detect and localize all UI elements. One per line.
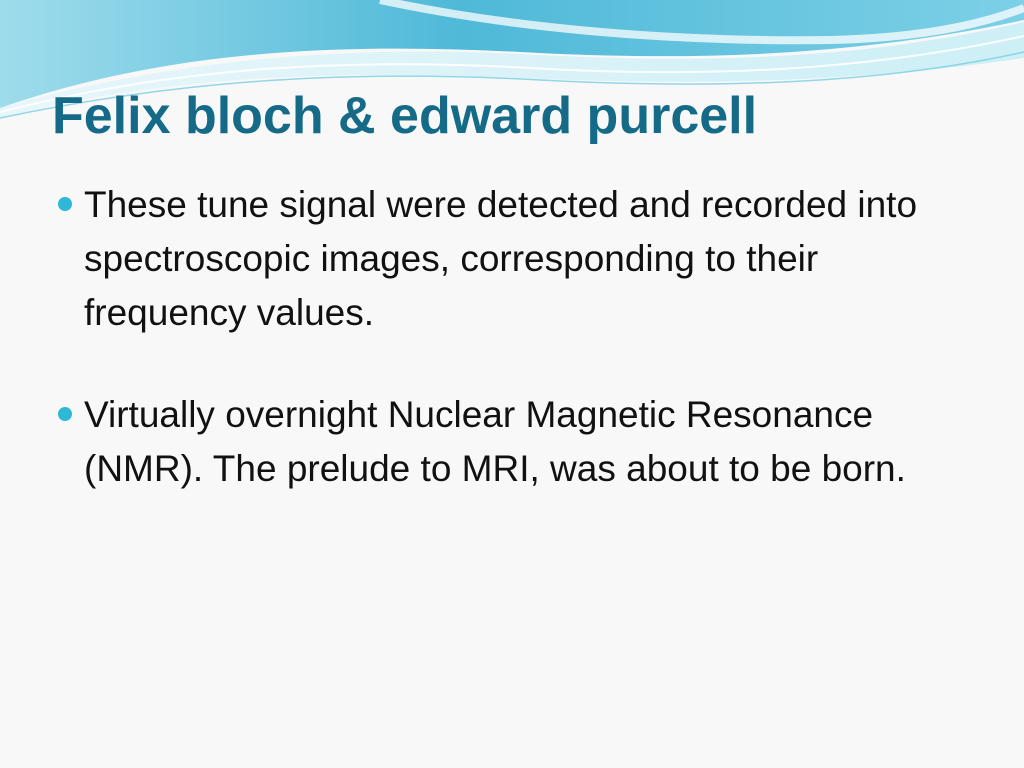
slide-title: Felix bloch & edward purcell	[52, 87, 758, 145]
bullet-item	[56, 178, 956, 340]
bullet-text: These tune signal were detected and recorded into spectroscopic images, corresponding to their frequency values.	[84, 184, 918, 333]
bullet-text: Virtually overnight Nuclear Magnetic Resonance (NMR). The prelude to MRI, was about to be born.	[84, 394, 906, 489]
bullet-list	[56, 178, 956, 544]
bullet-icon	[58, 197, 72, 211]
bullet-icon	[58, 407, 72, 421]
bullet-item	[56, 388, 956, 496]
